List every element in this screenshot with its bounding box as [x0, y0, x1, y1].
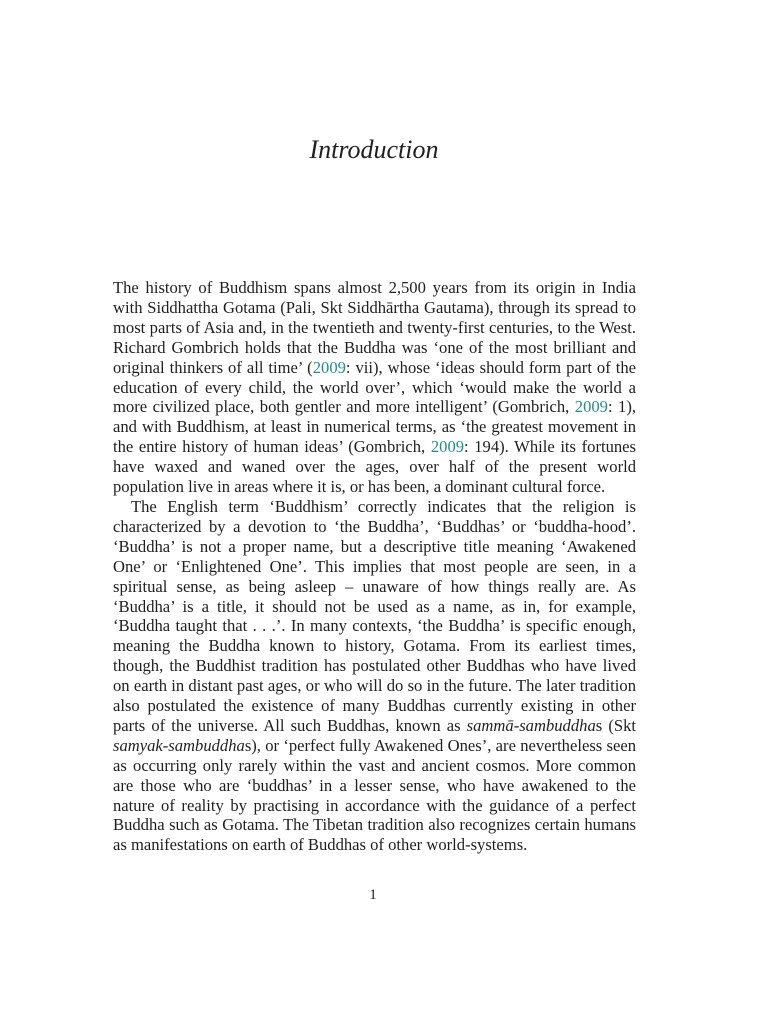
- paragraph-2-text-b: s (Skt: [595, 715, 636, 735]
- chapter-title: Introduction: [309, 135, 439, 164]
- citation-link-2009-b[interactable]: 2009: [574, 397, 608, 417]
- paragraph-2-text-a: The English term ‘Buddhism’ correctly indicates that the religion is characterized by a devotion to ‘the Buddha’, ‘Buddhas’ or ‘buddha-hood’. ‘Buddha’ is not a proper name, but a descriptive title meaning ‘Awakened One’ or ‘Enlightened One’. This implies that most people are seen, in a spiritual sense, as being asleep – unaware of how things really are. As ‘Buddha’ is a title, it should not be used as a name, as in, for example, ‘Buddha taught that . . .’. In many contexts, ‘the Buddha’ is specific enough, meaning the Buddha known to history, Gotama. From its earliest times, though, the Buddhist tradition has postulated other Buddhas who have lived on earth in distant past ages, or who will do so in the future. The later tradition also postulated the existence of many Buddhas currently existing in other parts of the universe. All such Buddhas, known as: [113, 496, 636, 735]
- paragraph-2: [113, 497, 636, 855]
- paragraph-1-text-a: The history of Buddhism spans almost 2,500 years from its origin in India with Siddhattha Gotama (Pali, Skt Siddhārtha Gautama), through its spread to most parts of Asia and, in the twentieth and twenty-first centuries, to the West. Richard Gombrich holds that the Buddha was ‘one of the most brilliant and original thinkers of all time’ (: [113, 278, 636, 377]
- paragraph-1-text-b: : vii), whose ‘ideas should form part of the education of every child, the world over’, which ‘would make the world a more civilized place, both gentler and more intelligent’ (Gombrich,: [113, 357, 636, 417]
- sanskrit-term: samyak-sambuddha: [113, 735, 245, 755]
- citation-link-2009-a[interactable]: 2009: [312, 357, 346, 377]
- paragraph-1-text-d: : 194). While its fortunes have waxed and waned over the ages, over half of the present world population live in areas where it is, or has been, a dominant cultural force.: [113, 437, 636, 497]
- paragraph-1-text-c: : 1), and with Buddhism, at least in numerical terms, as ‘the greatest movement in the entire history of human ideas’ (Gombrich,: [113, 397, 637, 457]
- citation-link-2009-c[interactable]: 2009: [430, 437, 465, 457]
- paragraph-2-text-c: s), or ‘perfect fully Awakened Ones’, are nevertheless seen as occurring only rarely within the vast and ancient cosmos. More common are those who are ‘buddhas’ in a lesser sense, who have awakened to the nature of reality by practising in accordance with the guidance of a perfect Buddha such as Gotama. The Tibetan tradition also recognizes certain humans as manifestations on earth of Buddhas of other world-systems.: [113, 735, 636, 855]
- pali-term: sammā-sambuddha: [466, 715, 596, 735]
- body-text: [113, 278, 636, 855]
- page-number: 1: [369, 887, 377, 903]
- paragraph-1: [113, 278, 636, 497]
